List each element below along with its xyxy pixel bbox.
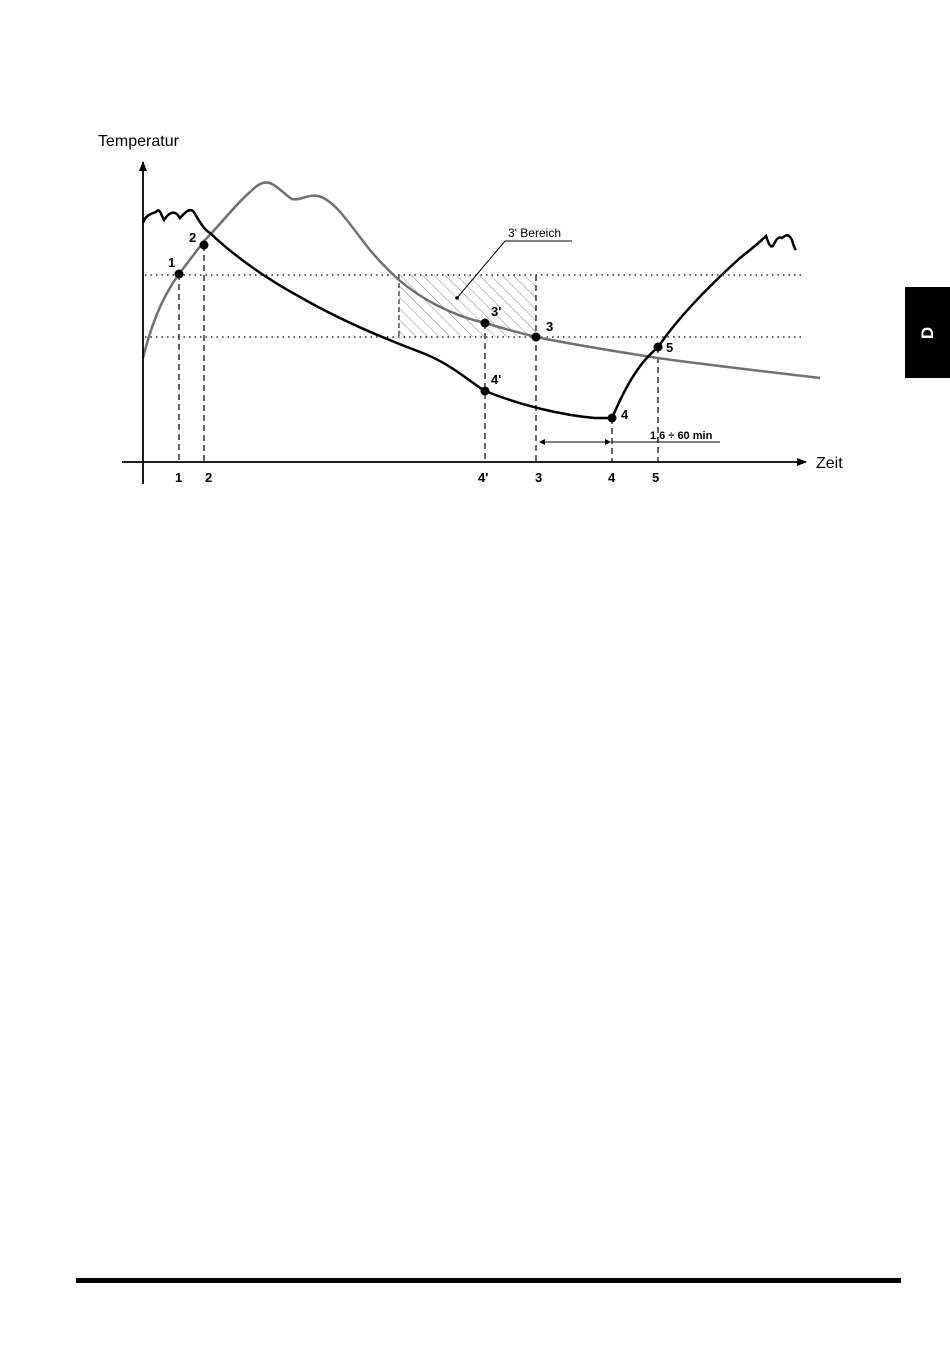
point-5-label: 5 (666, 340, 674, 355)
three-prime-region (399, 275, 536, 337)
black-temperature-curve-rise (612, 235, 796, 418)
point-1-label: 1 (168, 255, 176, 270)
x-tick-2: 2 (205, 470, 213, 485)
point-4-label: 4 (621, 407, 629, 422)
duration-label: 1,6 ÷ 60 min (650, 430, 713, 442)
point-4prime-label: 4' (491, 372, 502, 387)
point-3prime-label: 3' (491, 304, 502, 319)
point-3-label: 3 (546, 319, 554, 334)
point-2-marker (200, 241, 209, 250)
x-tick-1: 1 (175, 470, 183, 485)
x-axis-label: Zeit (816, 455, 843, 472)
point-2-label: 2 (189, 230, 197, 245)
language-tab (905, 287, 950, 378)
region-leader-dot (455, 296, 459, 300)
footer-rule (76, 1278, 901, 1283)
language-tab-label: D (917, 326, 937, 339)
x-tick-4prime: 4' (478, 470, 489, 485)
point-1-marker (175, 270, 184, 279)
point-3-marker (532, 333, 541, 342)
region-label: 3' Bereich (508, 226, 561, 240)
point-5-marker (654, 343, 663, 352)
y-axis-label: Temperatur (98, 133, 179, 150)
x-tick-4: 4 (608, 470, 616, 485)
x-tick-3: 3 (535, 470, 543, 485)
point-3prime-marker (481, 319, 490, 328)
point-4prime-marker (481, 387, 490, 396)
x-tick-5: 5 (652, 470, 660, 485)
point-4-marker (608, 414, 617, 423)
